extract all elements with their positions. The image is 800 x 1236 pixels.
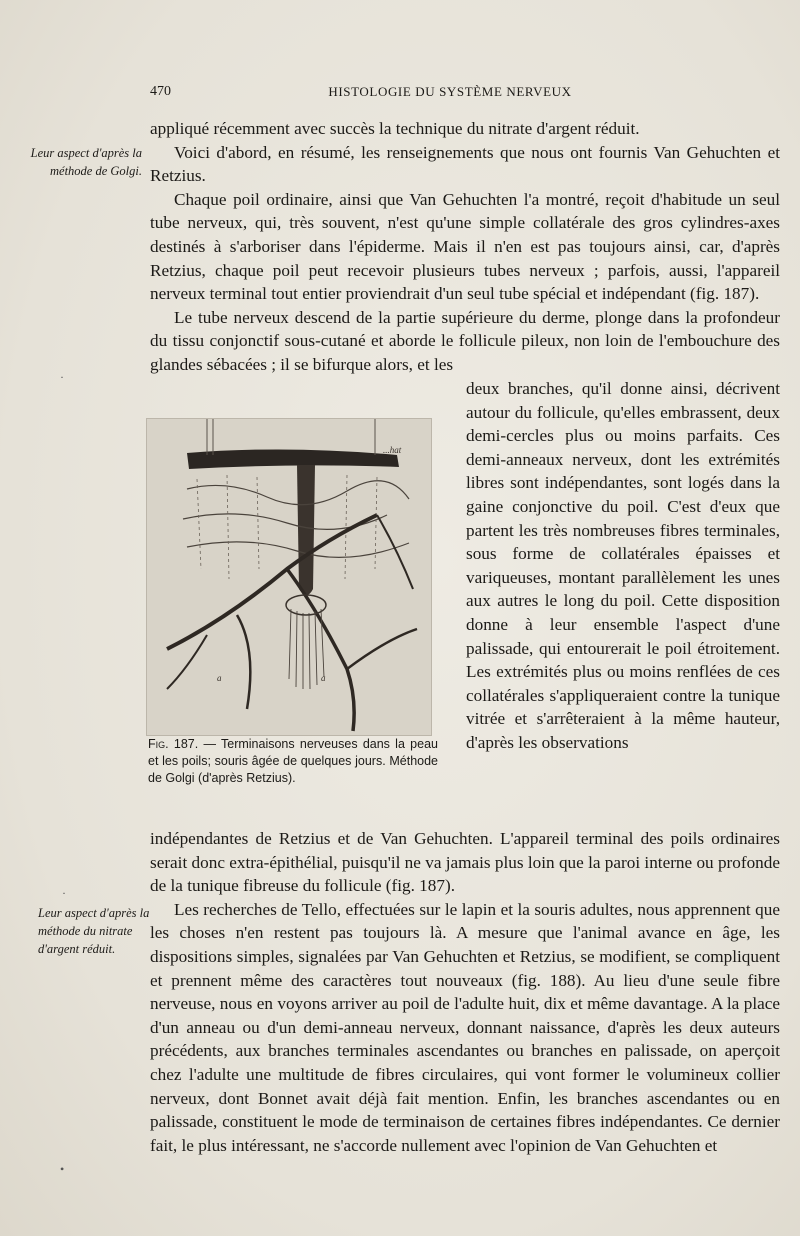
figure-caption xyxy=(148,736,438,786)
margin-note-golgi: Leur aspect d'après la méthode de Golgi. xyxy=(30,146,142,178)
epidermis-band xyxy=(187,449,399,469)
body-text-beside-figure xyxy=(466,377,780,755)
nerve-branch xyxy=(287,569,354,731)
caption-text: — Terminaisons nerveuses dans la peau et les poils; souris âgée de quelques jours. Méthode de Golgi (d'après Retzius). xyxy=(148,737,438,785)
margin-note-silver-nitrate: Leur aspect d'après la méthode du nitrate d'argent réduit. xyxy=(38,906,150,956)
paragraph: Les recherches de Tello, effectuées sur le lapin et la souris adultes, nous apprennent que les choses n'en restent pas toujours là. A mesure que l'animal avance en âge, les dispositions simples, signalées par Van Gehuchten et Retzius, se modifient, se compliquent et prennent même des caractères tout nouveaux (fig. 188). Au lieu d'une seule fibre nerveuse, nous en voyons arriver au poil de l'adulte huit, dix et même davantage. A la place d'un anneau ou d'un demi-anneau nerveux, donnant naissance, d'après les deux auteurs précédents, aux branches terminales ascendantes ou branches en palissade, on aperçoit chez l'adulte une multitude de fibres circulaires, qui vont former le volumineux collier nerveux, dont Bonnet avait déjà fait mention. Enfin, les branches ascendantes ou en palissade, constituent le mode de terminaison de certaines fibres indépendantes. Ce dernier fait, le plus intéressant, ne s'accorde nullement avec l'opinion de Van Gehuchten et xyxy=(150,899,780,1155)
margin-dot: · xyxy=(60,370,64,384)
margin-dot: · xyxy=(62,886,66,900)
margin-dot: • xyxy=(60,1162,65,1176)
body-text-top xyxy=(150,117,780,377)
page-number: 470 xyxy=(150,84,171,99)
nerve-branch xyxy=(167,635,207,689)
caption-label: Fig. 187. xyxy=(148,737,199,751)
hair-follicle-drawing xyxy=(147,419,431,735)
figure-label: a xyxy=(321,673,326,683)
palisade-fibers xyxy=(289,609,324,689)
paragraph: Voici d'abord, en résumé, les renseignements que nous ont fournis Van Gehuchten et Retzius. xyxy=(150,142,780,186)
page-header xyxy=(150,84,780,106)
paragraph: Chaque poil ordinaire, ainsi que Van Gehuchten l'a montré, reçoit d'habitude un seul tube nerveux, qui, très souvent, n'est qu'une simple collatérale des gros cylindres-axes destinés à s'arboriser dans l'épiderme. Mais il n'en est pas toujours ainsi, car, d'après Retzius, chaque poil peut recevoir plusieurs tubes nerveux ; parfois, aussi, l'appareil nerveux terminal tout entier proviendrait d'un seul tube spécial et indépendant (fig. 187). xyxy=(150,189,780,304)
figure-187-illustration xyxy=(146,418,432,736)
running-head: HISTOLOGIE DU SYSTÈME NERVEUX xyxy=(328,84,572,99)
body-text-bottom xyxy=(150,827,780,1157)
paragraph: indépendantes de Retzius et de Van Gehuchten. L'appareil terminal des poils ordinaires serait donc extra-épithélial, puisqu'il ne va jamais plus loin que la paroi interne ou profonde de la tunique fibreuse du follicule (fig. 187). xyxy=(150,829,780,896)
paragraph: deux branches, qu'il donne ainsi, décrivent autour du follicule, qu'elles embrassent, deux demi-cercles plus ou moins parfaits. Ces demi-anneaux nerveux, dont les extrémités libres sont indépendantes, sont logés dans la gaine conjonctive du poil. C'est d'eux que partent les très nombreuses fibres terminales, sous forme de collatérales épaisses et variqueuses, montant parallèlement les unes aux autres le long du poil. Cette disposition donne à leur ensemble l'aspect d'une palissade, qui entourerait le poil étroitement. Les extrémités plus ou moins renflées de ces collatérales s'appliqueraient contre la tunique vitrée et s'arrêteraient à la même hauteur, d'après les observations xyxy=(466,379,780,752)
paragraph: appliqué récemment avec succès la technique du nitrate d'argent réduit. xyxy=(150,119,640,138)
figure-label: ...hat xyxy=(383,445,402,455)
nerve-branch xyxy=(347,629,417,669)
paragraph: Le tube nerveux descend de la partie supérieure du derme, plonge dans la profondeur du tissu conjonctif sous-cutané et aborde le follicule pileux, non loin de l'embouchure des glandes sébacées ; il se bifurque alors, et les xyxy=(150,307,780,374)
hair-follicle xyxy=(297,465,315,595)
figure-label: a xyxy=(217,673,222,683)
nerve-branch xyxy=(237,615,250,709)
